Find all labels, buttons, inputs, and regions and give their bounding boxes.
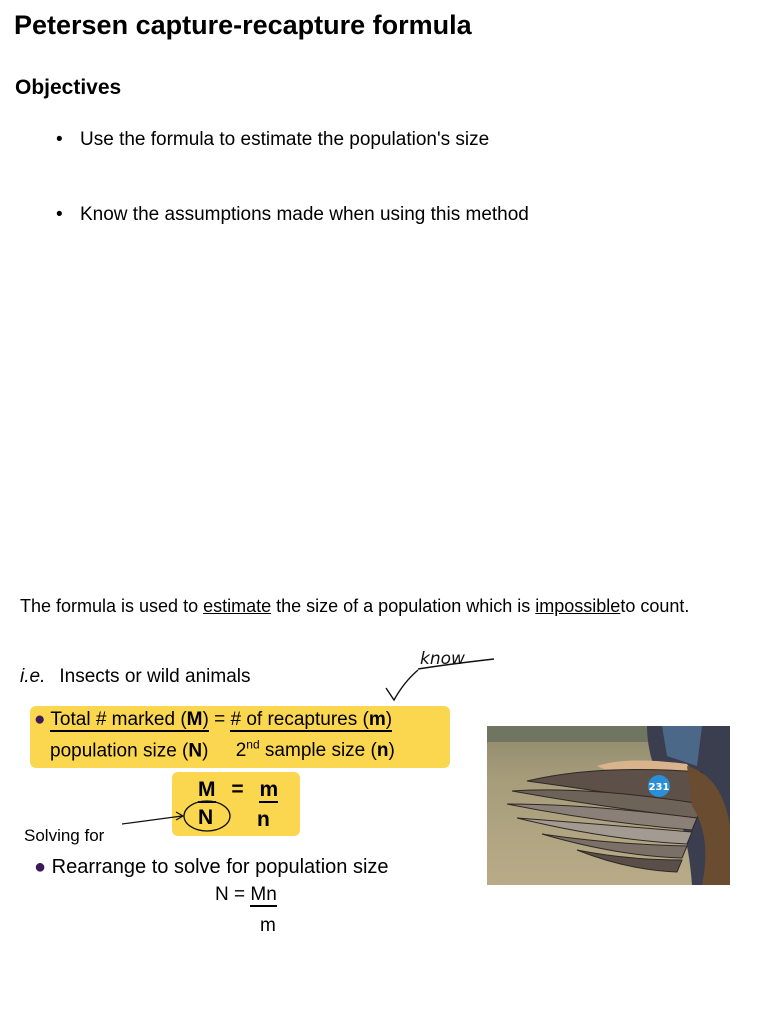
symbol-eq: = — [231, 778, 244, 801]
examples-text: Insects or wild animals — [59, 666, 251, 687]
objective-text: Use the formula to estimate the population's size — [80, 129, 490, 150]
symbol-n: n — [257, 808, 270, 831]
numerator-left: Total # marked (M) — [50, 709, 209, 730]
rearrange-line — [34, 856, 389, 879]
handwritten-know-annotation — [380, 644, 500, 706]
bullet-icon: • — [56, 129, 63, 150]
symbol-N: N — [198, 806, 214, 829]
know-text: know — [420, 649, 465, 669]
page-title: Petersen capture-recapture formula — [14, 10, 472, 40]
examples-line — [20, 666, 250, 688]
solving-for-label: Solving for — [24, 826, 105, 845]
equals-sign: = — [214, 709, 226, 730]
eagle-wing-photo — [487, 726, 730, 885]
check-icon — [386, 670, 418, 700]
bullet-icon: • — [56, 204, 63, 225]
intro-text: the size of a population which is — [271, 596, 536, 616]
formula-word-denominator — [50, 738, 395, 762]
symbol-m: m — [259, 778, 279, 801]
objective-item — [56, 129, 489, 151]
symbol-M: M — [198, 778, 216, 801]
formula-word-numerator — [34, 709, 392, 731]
numerator-right: # of recaptures (m) — [230, 709, 393, 730]
bullet-icon: ● — [34, 709, 46, 730]
formula-lhs: N = — [215, 884, 246, 905]
intro-paragraph — [20, 594, 740, 618]
objective-text: Know the assumptions made when using this method — [80, 204, 529, 225]
objective-item — [56, 204, 529, 226]
impossible-word: impossible — [535, 596, 621, 616]
denominator-left: population size (N) — [50, 740, 209, 762]
wing-tag-number: 231 — [648, 782, 670, 793]
denominator-right: 2nd sample size (n) — [235, 738, 395, 762]
formula-numerator: Mn — [250, 884, 277, 905]
rearrange-text: Rearrange to solve for population size — [51, 856, 389, 878]
rearranged-formula — [215, 884, 277, 906]
objectives-heading: Objectives — [15, 76, 122, 99]
intro-text: to count. — [620, 596, 690, 616]
ie-label: i.e. — [20, 666, 46, 687]
formula-denominator: m — [260, 915, 276, 936]
estimate-word: estimate — [203, 596, 272, 616]
bullet-icon: ● — [34, 856, 47, 878]
intro-text: The formula is used to — [20, 596, 204, 616]
